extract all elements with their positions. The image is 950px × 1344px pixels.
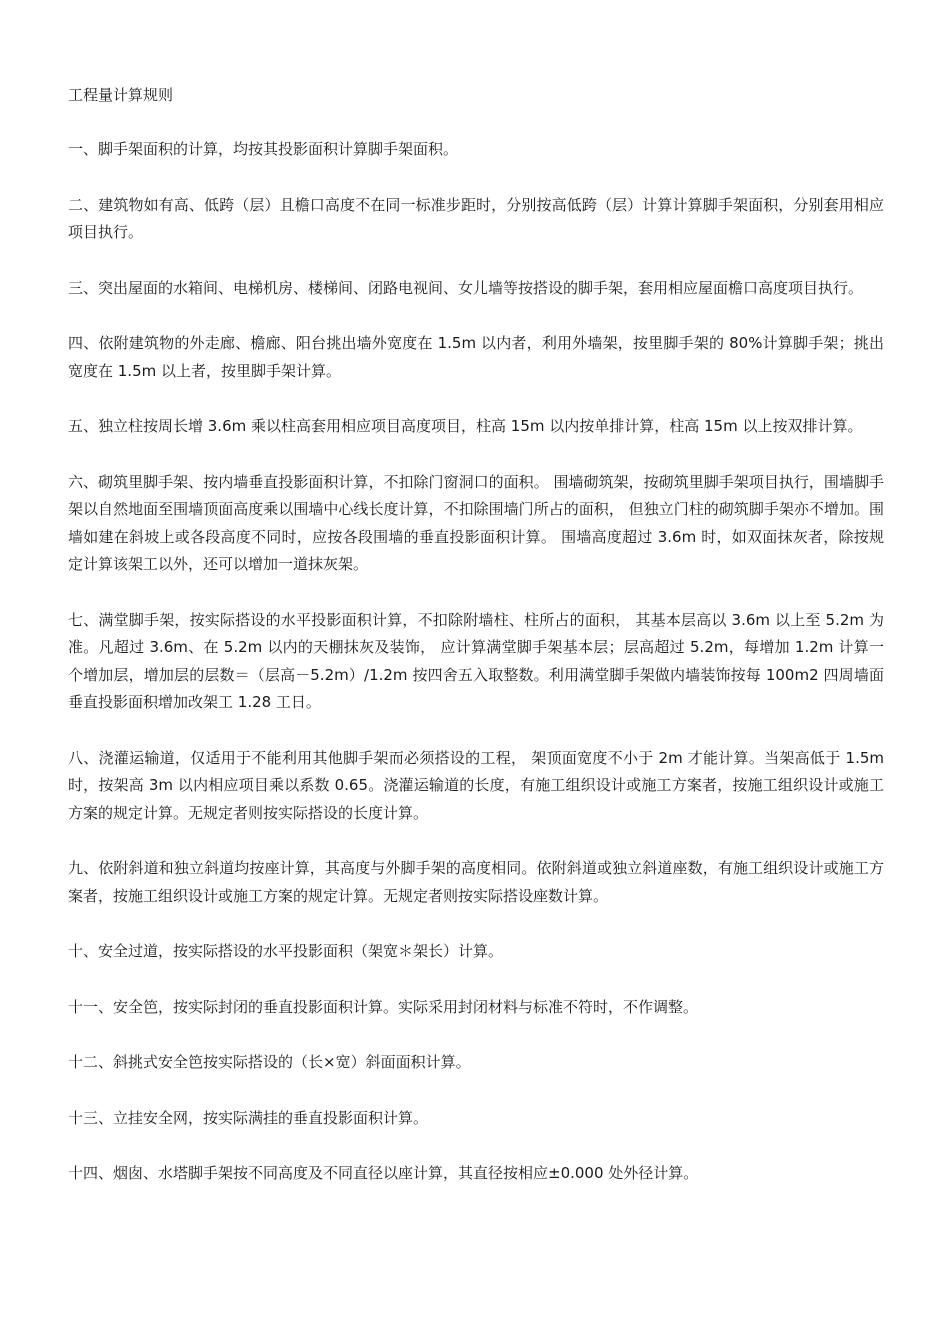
rule-paragraph-14: 十四、烟囱、水塔脚手架按不同高度及不同直径以座计算，其直径按相应±0.000 处外径计算。 [68, 1164, 699, 1182]
rule-paragraph-4: 四、依附建筑物的外走廊、檐廊、阳台挑出墙外宽度在 1.5m 以内者，利用外墙架，按里脚手架的 80%计算脚手架；挑出宽度在 1.5m 以上者，按里脚手架计算。 [68, 334, 884, 380]
rule-paragraph-8: 八、浇灌运输道，仅适用于不能利用其他脚手架而必须搭设的工程， 架顶面宽度不小于 2m 才能计算。当架高低于 1.5m 时，按架高 3m 以内相应项目乘以系数 0.65。浇灌运输道的长度，有施工组织设计或施工方案者，按施工组织设计或施工方案的规定计算。无规定者则按实际搭设的长度计算。 [68, 748, 884, 822]
rule-paragraph-12: 十二、斜挑式安全笆按实际搭设的（长×宽）斜面面积计算。 [68, 1053, 471, 1071]
rule-paragraph-5: 五、独立柱按周长增 3.6m 乘以柱高套用相应项目高度项目，柱高 15m 以内按单排计算，柱高 15m 以上按双排计算。 [68, 417, 863, 435]
rule-paragraph-7: 七、满堂脚手架，按实际搭设的水平投影面积计算，不扣除附墙柱、柱所占的面积， 其基本层高以 3.6m 以上至 5.2m 为准。凡超过 3.6m、在 5.2m 以内的天棚抹灰及装饰， 应计算满堂脚手架基本层；层高超过 5.2m，每增加 1.2m 计算一个增加层，增加层的层数＝（层高－5.2m）/1.2m 按四舍五入取整数。利用满堂脚手架做内墙装饰按每 100m2 四周墙面垂直投影面积增加改架工 1.28 工日。 [68, 610, 884, 711]
rule-paragraph-11: 十一、安全笆，按实际封闭的垂直投影面积计算。实际采用封闭材料与标准不符时，不作调整。 [68, 997, 699, 1016]
rule-paragraph-13: 十三、立挂安全网，按实际满挂的垂直投影面积计算。 [68, 1108, 429, 1127]
rule-paragraph-1: 一、脚手架面积的计算，均按其投影面积计算脚手架面积。 [68, 140, 459, 158]
rule-paragraph-6: 六、砌筑里脚手架、按内墙垂直投影面积计算，不扣除门窗洞口的面积。 围墙砌筑架，按砌筑里脚手架项目执行，围墙脚手架以自然地面至围墙顶面高度乘以围墙中心线长度计算，不扣除围墙门所占的面积， 但独立门柱的砌筑脚手架亦不增加。围墙如建在斜坡上或各段高度不同时，应按各段围墙的垂直投影面积计算。 围墙高度超过 3.6m 时，如双面抹灰者，除按规定计算该架工以外，还可以增加一道抹灰架。 [68, 472, 884, 573]
rule-paragraph-3: 三、突出屋面的水箱间、电梯机房、楼梯间、闭路电视间、女儿墙等按搭设的脚手架，套用相应屋面檐口高度项目执行。 [68, 278, 864, 297]
rule-paragraph-2: 二、建筑物如有高、低跨（层）且檐口高度不在同一标准步距时，分别按高低跨（层）计算计算脚手架面积，分别套用相应项目执行。 [68, 195, 884, 241]
document-title: 工程量计算规则 [68, 86, 174, 104]
rule-paragraph-10: 十、安全过道，按实际搭设的水平投影面积（架宽＊架长）计算。 [68, 942, 504, 960]
rule-paragraph-9: 九、依附斜道和独立斜道均按座计算，其高度与外脚手架的高度相同。依附斜道或独立斜道座数，有施工组织设计或施工方案者，按施工组织设计或施工方案的规定计算。无规定者则按实际搭设座数计算。 [68, 859, 884, 905]
